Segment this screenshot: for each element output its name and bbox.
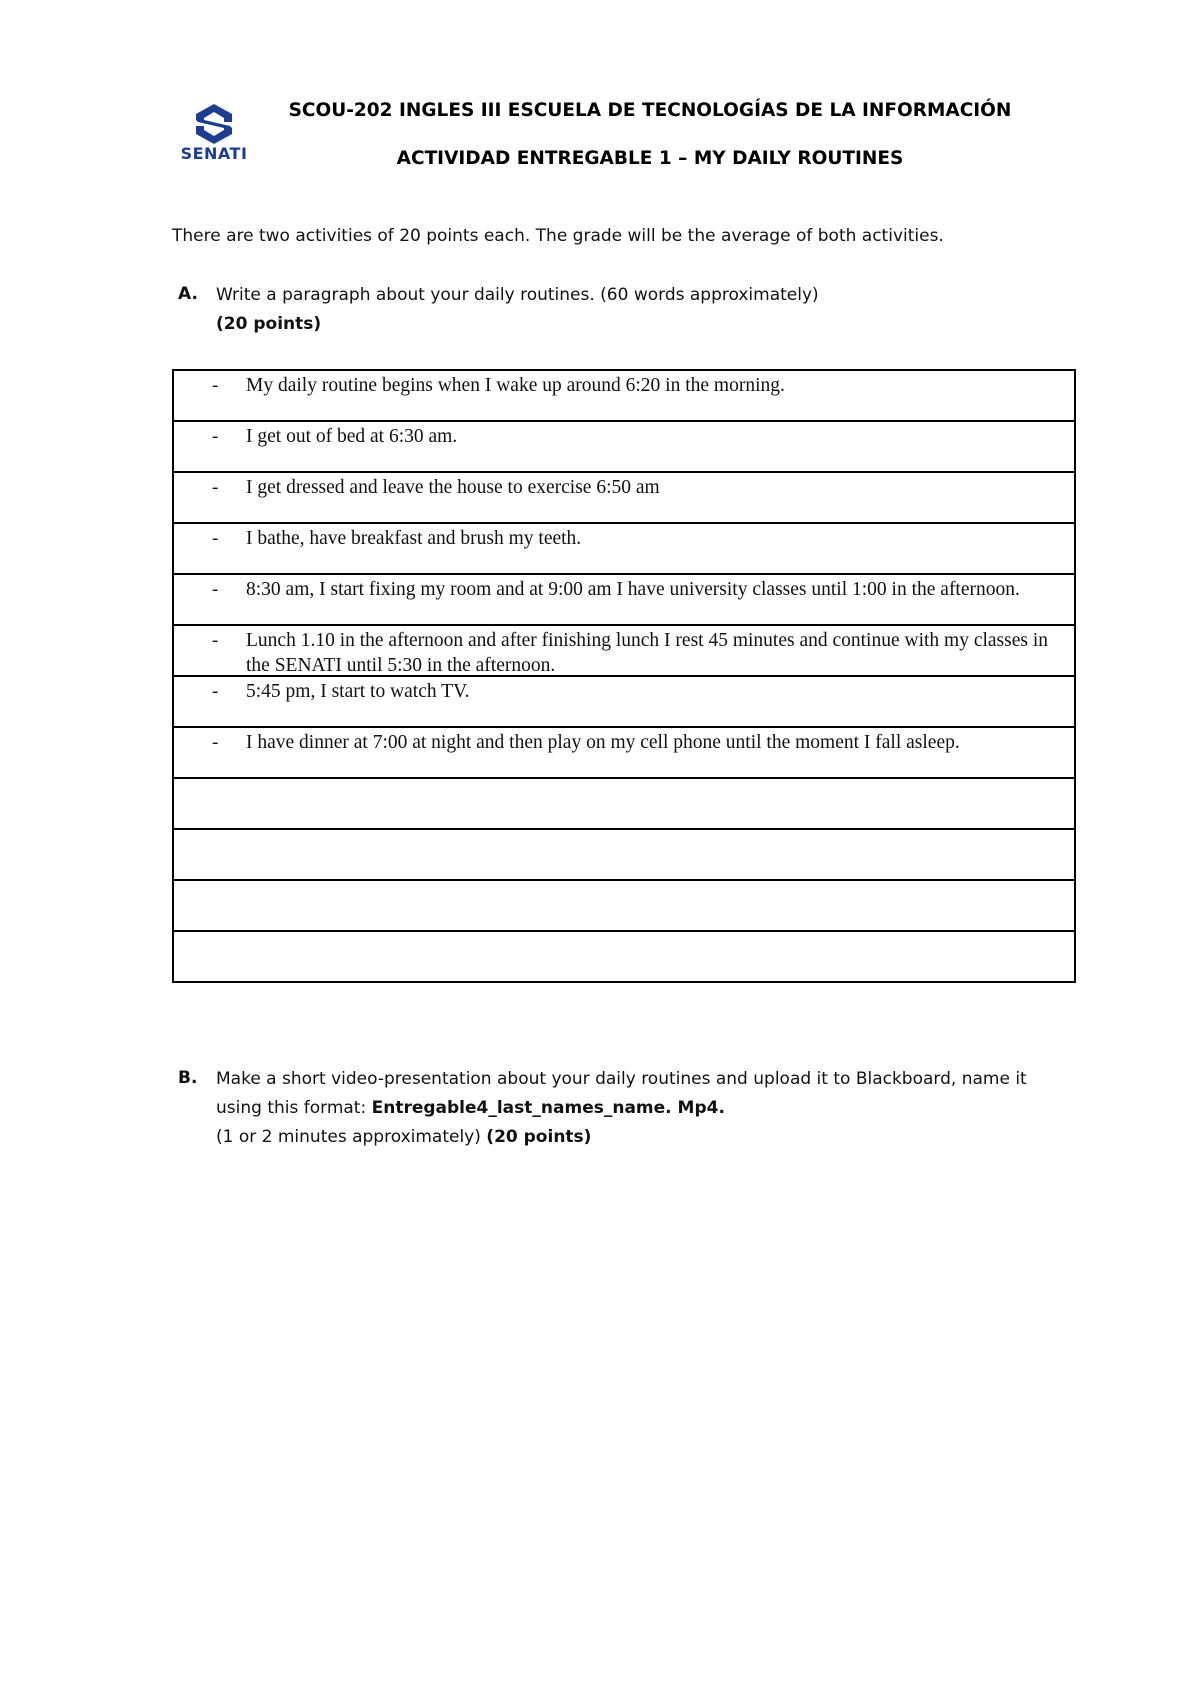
routine-text: My daily routine begins when I wake up around 6:20 in the morning.: [246, 375, 785, 396]
routine-text: I get dressed and leave the house to exercise 6:50 am: [246, 477, 660, 498]
course-title: SCOU-202 INGLES III ESCUELA DE TECNOLOGÍAS DE LA INFORMACIÓN: [288, 100, 1012, 121]
routine-text: 5:45 pm, I start to watch TV.: [246, 681, 470, 702]
senati-logo: [176, 102, 252, 164]
routines-table: [172, 369, 1076, 983]
routine-text: I get out of bed at 6:30 am.: [246, 426, 458, 447]
routine-bullet: -: [212, 426, 219, 447]
routine-text: 8:30 am, I start fixing my room and at 9:00 am I have university classes until 1:00 in the afternoon.: [246, 579, 1020, 600]
routine-bullet: -: [212, 477, 219, 498]
section-b-instruction: [216, 1065, 1096, 1152]
routine-row: [172, 420, 1076, 471]
routine-text: I have dinner at 7:00 at night and then play on my cell phone until the moment I fall asleep.: [246, 732, 960, 753]
routine-row: [172, 777, 1076, 828]
section-a-instruction: [216, 281, 1096, 339]
routine-row: [172, 573, 1076, 624]
routine-bullet: -: [212, 681, 219, 702]
section-b-marker: B.: [178, 1068, 198, 1088]
routine-bullet: -: [212, 375, 219, 396]
routine-bullet: -: [212, 630, 219, 651]
routine-bullet: -: [212, 732, 219, 753]
senati-s-icon: [176, 102, 252, 144]
section-b-line2: [216, 1094, 1096, 1123]
routine-row: [172, 828, 1076, 879]
section-a-points: (20 points): [216, 314, 322, 334]
section-a-instruction-text: Write a paragraph about your daily routines. (60 words approximately): [216, 285, 819, 305]
routine-row: [172, 930, 1076, 983]
intro-text: There are two activities of 20 points each. The grade will be the average of both activities.: [172, 226, 944, 246]
routine-text: I bathe, have breakfast and brush my teeth.: [246, 528, 582, 549]
routine-row: [172, 624, 1076, 675]
routine-row: [172, 369, 1076, 420]
routine-text: Lunch 1.10 in the afternoon and after finishing lunch I rest 45 minutes and continue with my classes in the SENATI until 5:30 in the afternoon.: [246, 630, 1049, 676]
routine-row: [172, 471, 1076, 522]
section-b-format-label: using this format:: [216, 1098, 372, 1118]
section-a-marker: A.: [178, 284, 198, 304]
routine-row: [172, 522, 1076, 573]
routine-row: [172, 879, 1076, 930]
section-b-duration: (1 or 2 minutes approximately): [216, 1127, 487, 1147]
section-b-points: (20 points): [486, 1127, 592, 1147]
logo-wordmark: SENATI: [180, 144, 248, 163]
routine-bullet: -: [212, 579, 219, 600]
routine-row: [172, 726, 1076, 777]
section-b-line1: Make a short video-presentation about your daily routines and upload it to Blackboard, name it: [216, 1069, 1027, 1089]
section-b-line3: [216, 1123, 1096, 1152]
activity-title: ACTIVIDAD ENTREGABLE 1 – MY DAILY ROUTINES: [396, 148, 904, 169]
section-b-filename: Entregable4_last_names_name. Mp4.: [371, 1098, 725, 1118]
routine-bullet: -: [212, 528, 219, 549]
routine-row: [172, 675, 1076, 726]
